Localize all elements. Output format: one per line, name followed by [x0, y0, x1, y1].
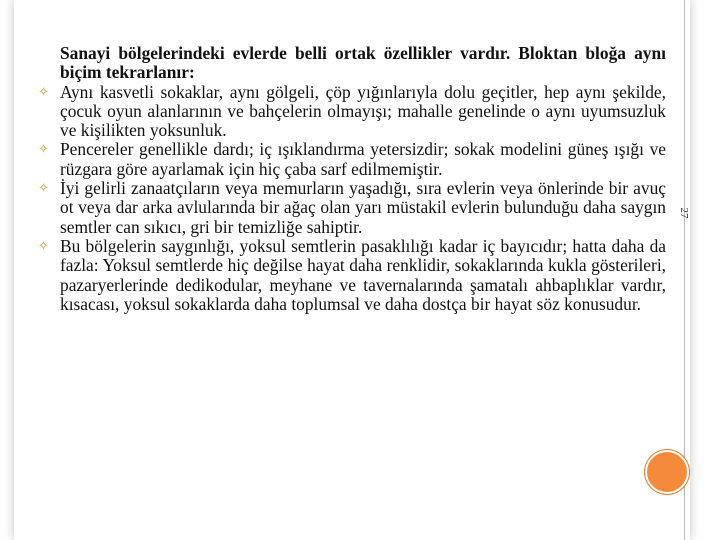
- bullet-item: [34, 140, 666, 179]
- four-point-star-icon: ✧: [38, 238, 49, 254]
- four-point-star-icon: ✧: [38, 181, 49, 197]
- four-point-star-icon: ✧: [38, 84, 49, 100]
- page-number: 27: [678, 207, 690, 219]
- orange-circle-decoration: [645, 450, 689, 494]
- bullet-item: [34, 237, 666, 314]
- bullet-text: İyi gelirli zanaatçıların veya memurların yaşadığı, sıra evlerin veya önlerinde bir avuç ot veya dar arka avlularında bir ağaç olan yarı müstakil evlerin bulunduğu daha saygın semtler can sıkıcı, gri bir temizliğe sahiptir.: [60, 178, 666, 237]
- intro-paragraph: Sanayi bölgelerindeki evlerde belli ortak özellikler vardır. Bloktan bloğa aynı biçim tekrarlanır:: [60, 43, 666, 83]
- four-point-star-icon: ✧: [38, 142, 49, 158]
- bullet-text: Pencereler genellikle dardı; iç ışıklandırma yetersizdir; sokak modelini güneş ışığı ve rüzgara göre ayarlamak için hiç çaba sarf edilmemiştir.: [60, 139, 666, 179]
- bullet-item: [34, 83, 666, 141]
- slide-content: [34, 44, 666, 314]
- bullet-text: Aynı kasvetli sokaklar, aynı gölgeli, çöp yığınlarıyla dolu geçitler, hep aynı şekilde, çocuk oyun alanlarının ve bahçelerin olmayışı; mahalle genelinde o aynı uyumsuzluk ve kişilikten yoksunluk.: [60, 81, 666, 141]
- bullet-item: [34, 179, 666, 237]
- bullet-text: Bu bölgelerin saygınlığı, yoksul semtlerin pasaklılığı kadar iç bayıcıdır; hatta daha da fazla: Yoksul semtlerde hiç değilse hayat daha renklidir, sokaklarında kukla gösterileri, pazaryerlerinde dedikodular, meyhane ve tavernalarında şamatalı ahbaplıklar vardır, kısacası, yoksul sokaklarda daha toplumsal ve daha dostça bir hayat söz konusudur.: [60, 235, 666, 314]
